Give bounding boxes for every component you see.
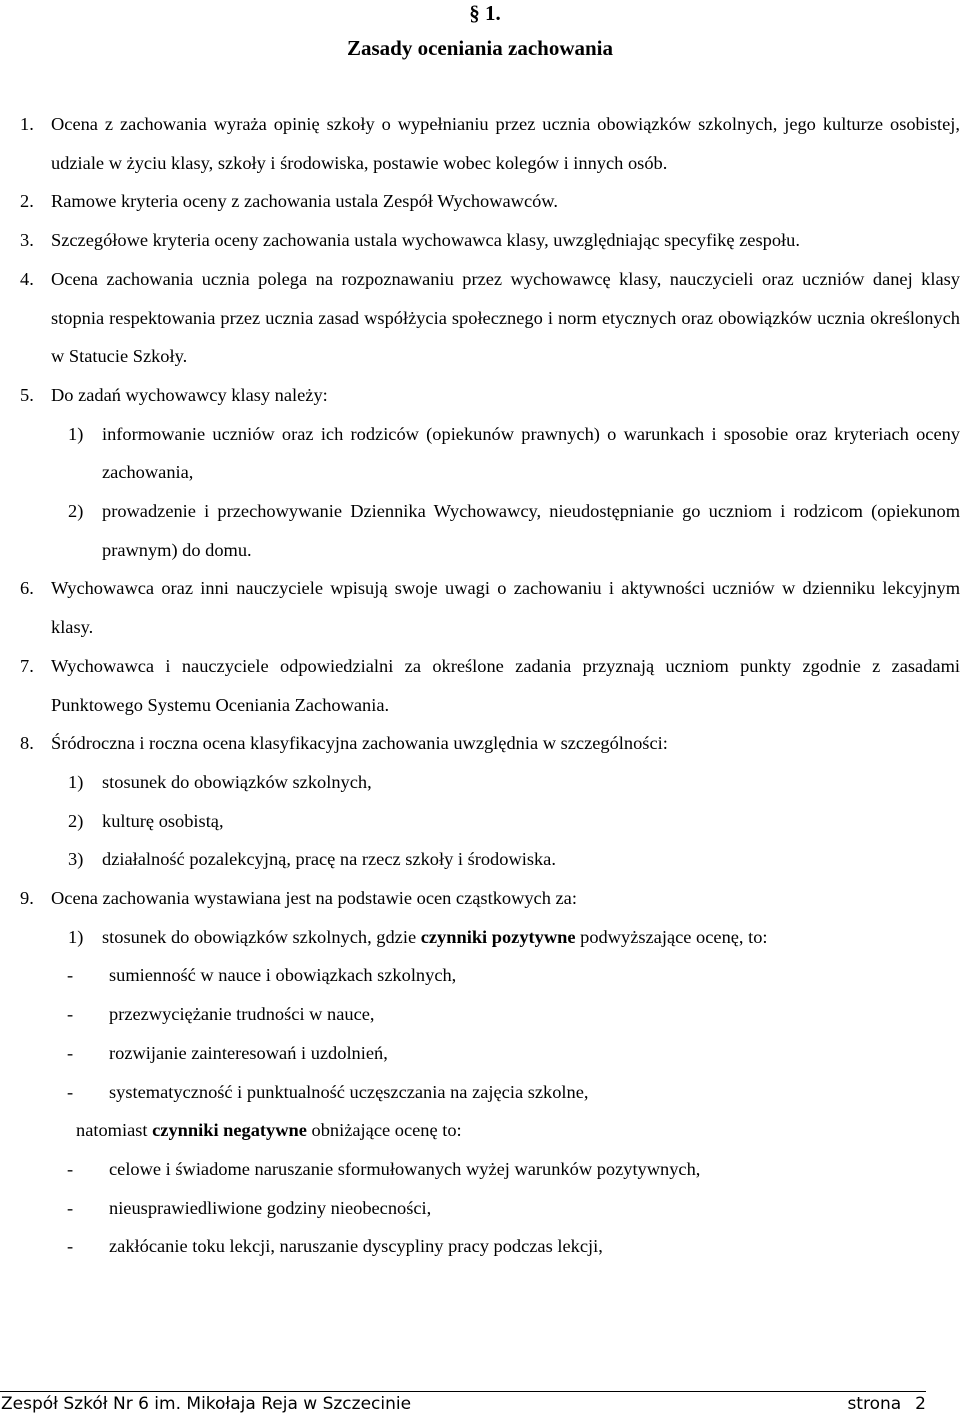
sub-item-text-pre: stosunek do obowiązków szkolnych, gdzie <box>102 926 417 947</box>
sub-item-number: 1) <box>68 423 84 444</box>
footer-school-name: Zespół Szkół Nr 6 im. Mikołaja Reja w Szczecinie <box>1 1394 412 1414</box>
item-number: 1. <box>20 114 34 134</box>
negative-factor-item <box>20 1150 960 1189</box>
item-number: 5. <box>20 384 34 405</box>
footer-page-label: strona <box>847 1394 902 1414</box>
item-number: 7. <box>20 655 34 676</box>
dash-marker: - <box>67 1004 74 1025</box>
list-item <box>20 260 960 376</box>
positive-factor-item <box>20 995 960 1034</box>
positive-factor-item <box>20 1073 960 1112</box>
dash-marker: - <box>67 1197 74 1218</box>
dash-marker: - <box>67 1081 74 1102</box>
negative-factor-text: nieusprawiedliwione godziny nieobecności, <box>109 1197 432 1218</box>
list-item <box>20 182 960 221</box>
item-text: Do zadań wychowawcy klasy należy: <box>51 384 328 405</box>
sub-item-text: kulturę osobistą, <box>102 810 224 831</box>
item-number: 4. <box>20 268 34 289</box>
sub-list-item <box>20 802 960 841</box>
negative-factor-text: celowe i świadome naruszanie sformułowanych wyżej warunków pozytywnych, <box>109 1158 701 1179</box>
footer-page-number: 2 <box>915 1394 926 1414</box>
dash-marker: - <box>67 1236 74 1257</box>
list-item <box>20 376 960 415</box>
positive-factors-label: czynniki pozytywne <box>420 926 576 947</box>
item-text: Szczegółowe kryteria oceny zachowania ustala wychowawca klasy, uwzględniając specyfikę zespołu. <box>51 230 800 251</box>
sub-item-number: 3) <box>68 849 84 870</box>
sub-item-text: informowanie uczniów oraz ich rodziców (opiekunów prawnych) o warunkach i sposobie oraz kryteriach oceny zachowania, <box>102 423 960 483</box>
page-footer <box>0 1393 926 1415</box>
sub-list-item <box>20 763 960 802</box>
sub-item-text: prowadzenie i przechowywanie Dziennika Wychowawcy, nieudostępnianie go uczniom i rodzicom (opiekunom prawnym) do domu. <box>102 501 960 560</box>
negative-factor-item <box>20 1227 960 1266</box>
positive-factor-item <box>20 1034 960 1073</box>
item-number: 3. <box>20 230 34 251</box>
list-item <box>20 647 960 724</box>
sub-list-item <box>20 492 960 569</box>
positive-factor-text: przezwyciężanie trudności w nauce, <box>109 1004 375 1025</box>
item-text: Wychowawca oraz inni nauczyciele wpisują swoje uwagi o zachowaniu i aktywności uczniów w dzienniku lekcyjnym klasy. <box>51 578 960 638</box>
negative-factors-intro <box>20 1111 960 1150</box>
footer-divider <box>0 1391 926 1392</box>
sub-item-number: 2) <box>68 501 84 522</box>
sub-item-text: stosunek do obowiązków szkolnych, <box>102 771 372 792</box>
positive-factor-item <box>20 956 960 995</box>
item-number: 2. <box>20 191 34 212</box>
negative-factors-label: czynniki negatywne <box>152 1120 307 1141</box>
list-item <box>20 105 960 182</box>
page-title: Zasady oceniania zachowania <box>346 36 614 60</box>
sub-list-item <box>20 918 960 957</box>
item-number: 6. <box>20 578 34 599</box>
dash-marker: - <box>67 1042 74 1063</box>
negative-intro-post: obniżające ocenę to: <box>311 1120 462 1141</box>
item-number: 8. <box>20 733 34 754</box>
dash-marker: - <box>67 1158 74 1179</box>
document-body <box>20 105 960 1266</box>
item-text: Ramowe kryteria oceny z zachowania ustala Zespół Wychowawców. <box>51 191 558 212</box>
negative-factor-text: zakłócanie toku lekcji, naruszanie dyscypliny pracy podczas lekcji, <box>109 1236 603 1257</box>
sub-list-item <box>20 840 960 879</box>
item-text: Ocena z zachowania wyraża opinię szkoły o wypełnianiu przez ucznia obowiązków szkolnych, jego kulturze osobistej, udziale w życiu klasy, szkoły i środowiska, postawie wobec kolegów i innych osób. <box>51 114 960 173</box>
dash-marker: - <box>67 965 74 986</box>
footer-page-indicator <box>833 1393 926 1415</box>
negative-intro-pre: natomiast <box>76 1120 148 1141</box>
list-item <box>20 724 960 763</box>
list-item <box>20 221 960 260</box>
positive-factor-text: rozwijanie zainteresowań i uzdolnień, <box>109 1042 388 1063</box>
item-text: Śródroczna i roczna ocena klasyfikacyjna zachowania uwzględnia w szczególności: <box>51 733 668 754</box>
sub-item-number: 1) <box>68 926 84 947</box>
section-sign: § 1. <box>469 1 501 25</box>
positive-factor-text: sumienność w nauce i obowiązkach szkolnych, <box>109 965 457 986</box>
negative-factor-item <box>20 1189 960 1228</box>
positive-factor-text: systematyczność i punktualność uczęszczania na zajęcia szkolne, <box>109 1081 589 1102</box>
item-text: Ocena zachowania wystawiana jest na podstawie ocen cząstkowych za: <box>51 888 577 909</box>
item-text: Wychowawca i nauczyciele odpowiedzialni za określone zadania przyznają uczniom punkty zgodnie z zasadami Punktowego Systemu Oceniania Zachowania. <box>51 655 960 715</box>
sub-list-item <box>20 415 960 492</box>
list-item <box>20 879 960 918</box>
sub-item-number: 1) <box>68 771 84 792</box>
item-text: Ocena zachowania ucznia polega na rozpoznawaniu przez wychowawcę klasy, nauczycieli oraz uczniów danej klasy stopnia respektowania przez ucznia zasad współżycia społecznego i norm etycznych oraz obowiązków ucznia określonych w Statucie Szkoły. <box>51 268 960 367</box>
item-number: 9. <box>20 888 34 909</box>
sub-item-number: 2) <box>68 810 84 831</box>
list-item <box>20 569 960 646</box>
sub-item-text-post: podwyższające ocenę, to: <box>580 926 768 947</box>
sub-item-text: działalność pozalekcyjną, pracę na rzecz szkoły i środowiska. <box>102 849 556 870</box>
